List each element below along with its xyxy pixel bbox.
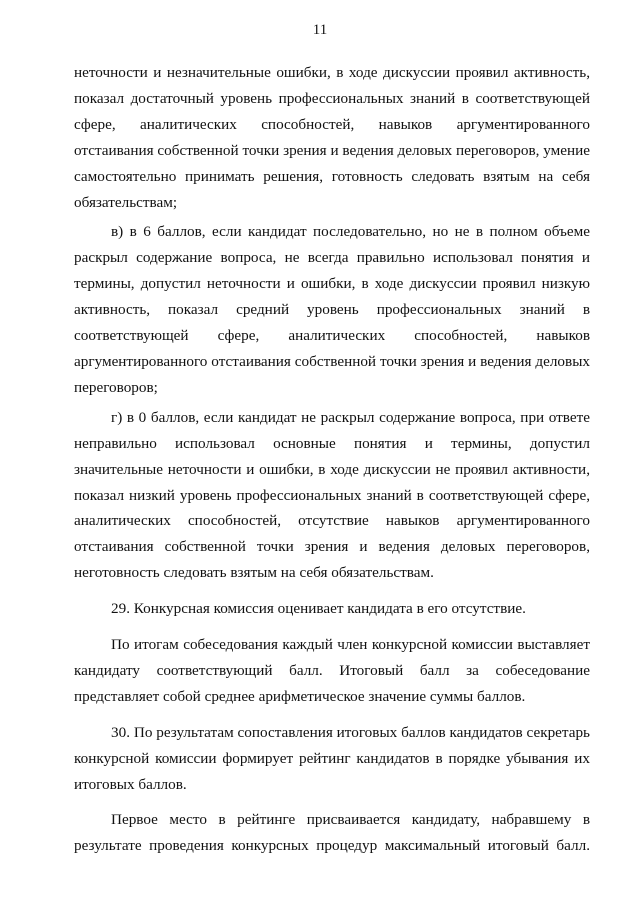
paragraph-clause-30: 30. По результатам сопоставления итоговых баллов кандидатов секретарь конкурсной комиссии формирует рейтинг кандидатов в порядке убывания их итоговых баллов.: [74, 723, 590, 793]
paragraph-clause-29: 29. Конкурсная комиссия оценивает кандидата в его отсутствие.: [111, 600, 526, 618]
paragraph-item-v: в) в 6 баллов, если кандидат последовательно, но не в полном объеме раскрыл содержание вопроса, не всегда правильно использовал понятия и термины, допустил неточности и ошибки, в ходе дискуссии проявил низкую активность, показал средний уровень профессиональных знаний в соответствующей сфере, аналитических способностей, навыков аргументированного отстаивания собственной точки зрения и ведения деловых переговоров;: [74, 223, 590, 396]
page-number: 11: [312, 22, 328, 38]
paragraph-item-g: г) в 0 баллов, если кандидат не раскрыл содержание вопроса, при ответе неправильно использовал основные понятия и термины, допустил значительные неточности и ошибки, в ходе дискуссии не проявил активности, показал низкий уровень профессиональных знаний в соответствующей сфере, аналитических способностей, отсутствие навыков аргументированного отстаивания собственной точки зрения и ведения деловых переговоров, неготовность следовать взятым на себя обязательствам.: [74, 408, 590, 582]
paragraph-continuation: неточности и незначительные ошибки, в ходе дискуссии проявил активность, показал достаточный уровень профессиональных знаний в соответствующей сфере, аналитических способностей, навыков аргументированного отстаивания собственной точки зрения и ведения деловых переговоров, умение самостоятельно принимать решения, готовность следовать взятым на себя обязательствам;: [74, 64, 590, 211]
paragraph-clause-29-scoring: По итогам собеседования каждый член конкурсной комиссии выставляет кандидату соответствующий балл. Итоговый балл за собеседование представляет собой среднее арифметическое значение суммы баллов.: [74, 636, 590, 705]
document-body: [74, 60, 590, 859]
paragraph-clause-30-ranking: Первое место в рейтинге присваивается кандидату, набравшему в результате проведения конкурсных процедур максимальный итоговый балл.: [74, 811, 590, 855]
